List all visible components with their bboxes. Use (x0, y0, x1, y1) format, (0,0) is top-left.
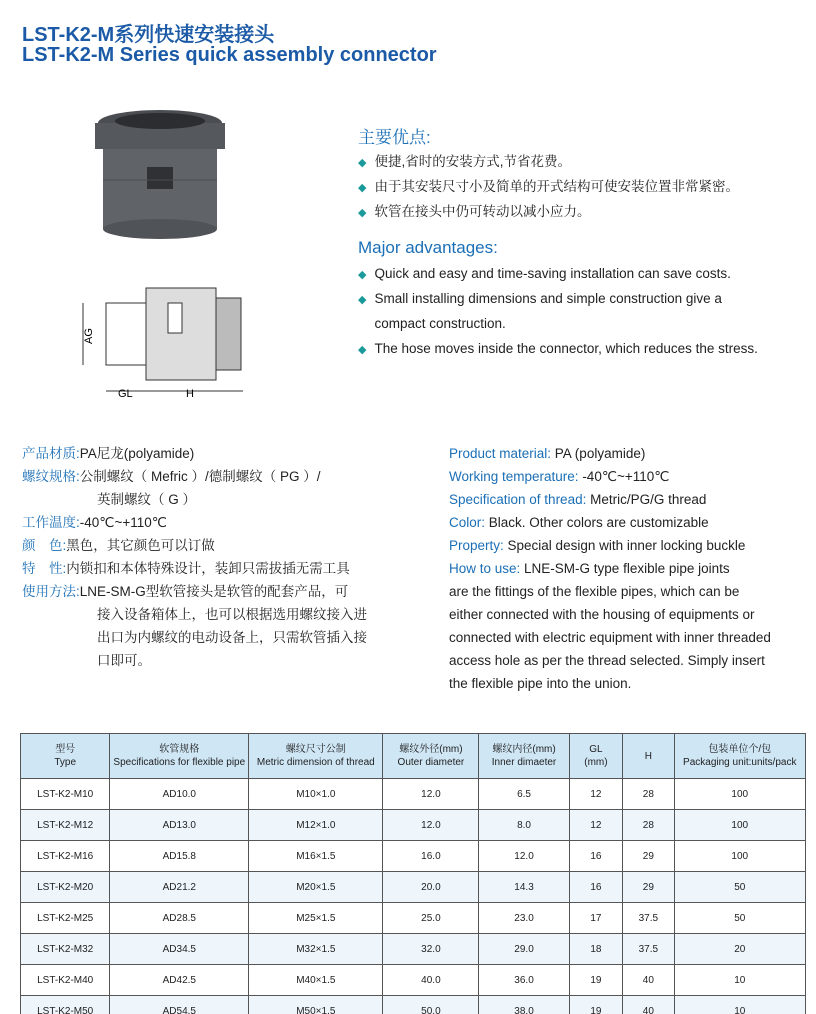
table-cell: LST-K2-M12 (21, 810, 110, 841)
dimension-drawing (78, 283, 248, 413)
diamond-icon: ◆ (358, 294, 367, 306)
spec-line (22, 580, 367, 603)
spec-value: LNE-SM-G type flexible pipe joints (520, 561, 730, 576)
product-photo (85, 105, 235, 245)
table-cell: M25×1.5 (249, 903, 383, 934)
table-cell: 50 (674, 872, 805, 903)
spec-value: Black. Other colors are customizable (485, 515, 709, 530)
table-cell: 29.0 (479, 934, 569, 965)
header-en: Specifications for flexible pipe (113, 757, 246, 768)
advantages-en-heading: Major advantages: (358, 238, 498, 257)
column-header (674, 734, 805, 779)
spec-key: 工作温度: (22, 515, 80, 530)
spec-line (22, 511, 367, 534)
diamond-icon: ◆ (358, 182, 367, 194)
advantage-text: compact construction. (374, 316, 506, 331)
column-header (383, 734, 479, 779)
table-cell: 12.0 (383, 810, 479, 841)
table-row (21, 841, 806, 872)
spec-line (449, 534, 771, 557)
table-cell: 12.0 (479, 841, 569, 872)
table-cell: 40 (623, 996, 674, 1014)
spec-line (22, 488, 367, 511)
header-en: (mm) (584, 757, 608, 768)
table-cell: M16×1.5 (249, 841, 383, 872)
table-cell: 20 (674, 934, 805, 965)
spec-line (22, 465, 367, 488)
specs-en (449, 442, 771, 695)
spec-value: LNE-SM-G型软管接头是软管的配套产品，可 (79, 584, 349, 599)
spec-line (449, 511, 771, 534)
table-cell: 12 (569, 810, 622, 841)
diamond-icon: ◆ (358, 344, 367, 356)
table-cell: 14.3 (479, 872, 569, 903)
table-cell: 20.0 (383, 872, 479, 903)
table-cell: LST-K2-M20 (21, 872, 110, 903)
header-en: Inner dimaeter (491, 757, 557, 768)
column-header (249, 734, 383, 779)
diamond-icon: ◆ (358, 269, 367, 281)
spec-line (22, 649, 367, 672)
spec-key: 螺纹规格: (22, 469, 80, 484)
table-cell: 40 (623, 965, 674, 996)
advantages-cn-heading: 主要优点: (358, 128, 431, 147)
gl-label: GL (118, 388, 133, 400)
table-cell: 100 (674, 810, 805, 841)
table-cell: 16.0 (383, 841, 479, 872)
spec-line (449, 442, 771, 465)
header-cn: 螺纹尺寸公制 (285, 744, 346, 755)
spec-line (22, 557, 367, 580)
spec-key: Property: (449, 538, 504, 553)
spec-key: Product material: (449, 446, 552, 461)
ag-label: AG (83, 328, 95, 344)
table-cell: M32×1.5 (249, 934, 383, 965)
advantage-cn-item (358, 200, 590, 220)
table-cell: LST-K2-M40 (21, 965, 110, 996)
table-cell: 6.5 (479, 779, 569, 810)
table-cell: 12.0 (383, 779, 479, 810)
spec-line (449, 603, 771, 626)
spec-value: PA (polyamide) (551, 446, 646, 461)
advantage-text: 便捷,省时的安装方式,节省花费。 (374, 154, 571, 169)
advantage-en-item (358, 341, 758, 356)
h-label: H (186, 388, 194, 400)
spec-line (449, 672, 771, 695)
table-cell: 16 (569, 872, 622, 903)
advantage-en-item (358, 291, 722, 306)
table-cell: LST-K2-M16 (21, 841, 110, 872)
spec-value: connected with electric equipment with inner threaded (449, 630, 771, 645)
spec-value: -40℃~+110℃ (79, 515, 167, 530)
spec-key: Working temperature: (449, 469, 579, 484)
spec-key: How to use: (449, 561, 521, 576)
table-cell: 40.0 (383, 965, 479, 996)
column-header (569, 734, 622, 779)
table-cell: 25.0 (383, 903, 479, 934)
title-cn: LST-K2-M系列快速安装接头 (22, 24, 275, 46)
spec-value: 出口为内螺纹的电动设备上，只需软管插入接 (97, 630, 367, 645)
spec-line (22, 534, 367, 557)
diamond-icon: ◆ (358, 207, 367, 219)
table-cell: AD10.0 (110, 779, 249, 810)
spec-value: 接入设备箱体上，也可以根据选用螺纹接入进 (97, 607, 367, 622)
spec-line (22, 626, 367, 649)
table-cell: 8.0 (479, 810, 569, 841)
spec-value: Special design with inner locking buckle (503, 538, 746, 553)
spec-value: 公制螺纹（ Mefric ）/德制螺纹（ PG ）/ (79, 469, 321, 484)
table-cell: AD28.5 (110, 903, 249, 934)
diamond-icon: ◆ (358, 157, 367, 169)
advantage-cn-item (358, 175, 739, 195)
advantage-en-item (358, 266, 731, 281)
table-cell: 28 (623, 810, 674, 841)
column-header (623, 734, 674, 779)
spec-key: Color: (449, 515, 486, 530)
table-cell: 37.5 (623, 903, 674, 934)
table-cell: 100 (674, 779, 805, 810)
table-cell: M20×1.5 (249, 872, 383, 903)
spec-line (22, 442, 367, 465)
specs-cn (22, 442, 367, 672)
table-cell: 17 (569, 903, 622, 934)
table-cell: 36.0 (479, 965, 569, 996)
header-cn: 螺纹外径(mm) (399, 744, 463, 755)
table-cell: AD15.8 (110, 841, 249, 872)
advantage-text: 软管在接头中仍可转动以减小应力。 (374, 204, 591, 219)
header-cn: 型号 (55, 744, 76, 755)
table-cell: 23.0 (479, 903, 569, 934)
table-cell: 19 (569, 996, 622, 1014)
table-row (21, 810, 806, 841)
table-cell: 29 (623, 872, 674, 903)
advantage-text: Quick and easy and time-saving installation can save costs. (374, 266, 731, 281)
spec-value: 黑色，其它颜色可以订做 (66, 538, 215, 553)
header-en: Type (54, 757, 77, 768)
header-en: Metric dimension of thread (256, 757, 375, 768)
table-cell: 10 (674, 965, 805, 996)
table-cell: 10 (674, 996, 805, 1014)
table-cell: AD42.5 (110, 965, 249, 996)
table-cell: LST-K2-M32 (21, 934, 110, 965)
table-cell: 28 (623, 779, 674, 810)
spec-line (449, 580, 771, 603)
table-row (21, 965, 806, 996)
table-cell: 12 (569, 779, 622, 810)
advantage-text: The hose moves inside the connector, which reduces the stress. (374, 341, 758, 356)
table-cell: M10×1.0 (249, 779, 383, 810)
spec-value: 英制螺纹（ G ） (97, 492, 197, 507)
table-cell: AD13.0 (110, 810, 249, 841)
table-row (21, 903, 806, 934)
table-cell: 18 (569, 934, 622, 965)
table-cell: 32.0 (383, 934, 479, 965)
header-cn: 螺纹内径(mm) (492, 744, 556, 755)
spec-line (449, 649, 771, 672)
spec-line (449, 626, 771, 649)
spec-key: Specification of thread: (449, 492, 587, 507)
table-cell: 37.5 (623, 934, 674, 965)
table-cell: LST-K2-M10 (21, 779, 110, 810)
table-cell: AD21.2 (110, 872, 249, 903)
header-cn: 包装单位个/包 (708, 744, 772, 755)
title-en: LST-K2-M Series quick assembly connector (22, 44, 437, 66)
table-cell: 29 (623, 841, 674, 872)
table-cell: M40×1.5 (249, 965, 383, 996)
spec-line (449, 488, 771, 511)
spec-line (449, 465, 771, 488)
spec-key: 颜 色: (22, 538, 67, 553)
table-cell: LST-K2-M25 (21, 903, 110, 934)
spec-value: -40℃~+110℃ (578, 469, 670, 484)
spec-key: 使用方法: (22, 584, 80, 599)
advantage-text: Small installing dimensions and simple construction give a (374, 291, 722, 306)
spec-table (20, 733, 806, 1014)
header-cn: 软管规格 (159, 744, 200, 755)
table-row (21, 872, 806, 903)
spec-value: access hole as per the thread selected. Simply insert (449, 653, 765, 668)
header-cn: GL (589, 744, 603, 755)
header-cn: H (644, 750, 652, 762)
spec-key: 特 性: (22, 561, 67, 576)
advantage-en-item (358, 316, 506, 331)
spec-key: 产品材质: (22, 446, 80, 461)
column-header (479, 734, 569, 779)
advantage-cn-item (358, 150, 571, 170)
spec-value: Metric/PG/G thread (586, 492, 707, 507)
spec-line (449, 557, 771, 580)
table-cell: 19 (569, 965, 622, 996)
table-cell: AD34.5 (110, 934, 249, 965)
table-row (21, 779, 806, 810)
table-cell: 38.0 (479, 996, 569, 1014)
table-cell: M12×1.0 (249, 810, 383, 841)
header-en: Outer diameter (397, 757, 465, 768)
spec-value: the flexible pipe into the union. (449, 676, 632, 691)
advantage-text: 由于其安装尺寸小及简单的开式结构可使安装位置非常紧密。 (374, 179, 739, 194)
table-cell: 16 (569, 841, 622, 872)
spec-value: 口即可。 (97, 653, 151, 668)
column-header (21, 734, 110, 779)
table-row (21, 996, 806, 1014)
table-cell: 50.0 (383, 996, 479, 1014)
spec-value: are the fittings of the flexible pipes, which can be (449, 584, 740, 599)
spec-value: 内锁扣和本体特殊设计，装卸只需拔插无需工具 (66, 561, 350, 576)
table-cell: AD54.5 (110, 996, 249, 1014)
spec-line (22, 603, 367, 626)
table-cell: 50 (674, 903, 805, 934)
table-cell: LST-K2-M50 (21, 996, 110, 1014)
column-header (110, 734, 249, 779)
spec-value: PA尼龙(polyamide) (79, 446, 195, 461)
table-cell: 100 (674, 841, 805, 872)
spec-value: either connected with the housing of equipments or (449, 607, 755, 622)
table-row (21, 934, 806, 965)
table-cell: M50×1.5 (249, 996, 383, 1014)
header-en: Packaging unit:units/pack (683, 757, 797, 768)
